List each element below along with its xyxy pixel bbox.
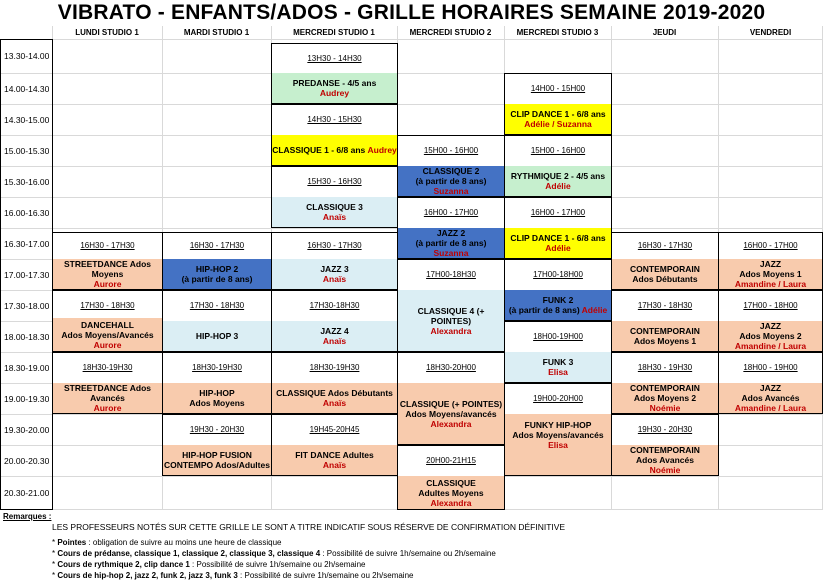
time-slot: 14.30-15.00 xyxy=(4,114,50,125)
mer3-course-3: CLIP DANCE 1 - 6/8 ans Adélie xyxy=(504,228,612,259)
jeudi-course-3: CONTEMPORAIN Ados Moyens 2 Noémie xyxy=(611,383,719,414)
mer3-time-2: 15H00 - 16H00 xyxy=(504,135,612,166)
mardi-time-2: 17H30 - 18H30 xyxy=(162,290,272,321)
mardi-time-1: 16H30 - 17H30 xyxy=(162,232,272,259)
mer1-course-1: PREDANSE - 4/5 ans Audrey xyxy=(271,73,398,104)
time-slot: 15.30-16.00 xyxy=(4,176,50,187)
time-slot: 18.30-19.00 xyxy=(4,362,50,373)
lundi-course-1: STREETDANCE Ados Moyens Aurore xyxy=(52,259,163,290)
mardi-course-2: HIP-HOP 3 xyxy=(162,321,272,352)
mardi-time-4: 19H30 - 20H30 xyxy=(162,414,272,445)
mer3-course-6: FUNKY HIP-HOP Ados Moyens/avancés Elisa xyxy=(504,414,612,476)
vendredi-course-1: JAZZ Ados Moyens 1 Amandine / Laura xyxy=(718,259,823,290)
schedule-grid xyxy=(0,26,823,510)
jeudi-course-2: CONTEMPORAIN Ados Moyens 1 xyxy=(611,321,719,352)
column-header-mardi: MARDI STUDIO 1 xyxy=(183,27,250,37)
time-slot: 20.30-21.00 xyxy=(4,487,50,498)
remarks-disclaimer: LES PROFESSEURS NOTÉS SUR CETTE GRILLE LE SONT A TITRE INDICATIF SOUS RÉSERVE DE CONFIRMATION DÉFINITIVE xyxy=(52,522,566,532)
mer1-course-2: CLASSIQUE 1 - 6/8 ans Audrey xyxy=(271,135,398,166)
mer1-time-2: 14H30 - 15H30 xyxy=(271,104,398,135)
mer2-time-3: 17H00-18H30 xyxy=(397,259,505,290)
column-header-lundi: LUNDI STUDIO 1 xyxy=(75,27,139,37)
time-slot: 17.00-17.30 xyxy=(4,269,50,280)
time-slot: 19.00-19.30 xyxy=(4,393,50,404)
time-slot: 17.30-18.00 xyxy=(4,300,50,311)
vendredi-time-2: 17H00 - 18H00 xyxy=(718,290,823,321)
mer1-time-5: 17H30-18H30 xyxy=(271,290,398,321)
jeudi-time-3: 18H30 - 19H30 xyxy=(611,352,719,383)
mer3-time-6: 19H00-20H00 xyxy=(504,383,612,414)
lundi-time-3: 18H30-19H30 xyxy=(52,352,163,383)
lundi-course-3: STREETDANCE Ados Avancés Aurore xyxy=(52,383,163,414)
jeudi-time-2: 17H30 - 18H30 xyxy=(611,290,719,321)
mer2-time-4: 18H30-20H00 xyxy=(397,352,505,383)
remark-hiphop: * Cours de hip-hop 2, jazz 2, funk 2, jazz 3, funk 3 : Possibilité de suivre 1h/semaine ou 2h/semaine xyxy=(52,571,414,580)
mer1-time-3: 15H30 - 16H30 xyxy=(271,166,398,197)
mer1-course-3: CLASSIQUE 3 Anaïs xyxy=(271,197,398,228)
remark-pointes: * Pointes : obligation de suivre au moins une heure de classique xyxy=(52,538,282,547)
mer2-course-4: CLASSIQUE (+ POINTES) Ados Moyens/avancés Alexandra xyxy=(397,383,505,445)
mer1-time-7: 19H45-20H45 xyxy=(271,414,398,445)
vendredi-course-2: JAZZ Ados Moyens 2 Amandine / Laura xyxy=(718,321,823,352)
time-slot: 20.00-20.30 xyxy=(4,455,50,466)
column-header-vendredi: VENDREDI xyxy=(749,27,792,37)
mer1-course-4: JAZZ 3 Anaïs xyxy=(271,259,398,290)
remarks-section xyxy=(0,511,823,583)
column-header-mercredi-studio-3: MERCREDI STUDIO 3 xyxy=(516,27,599,37)
lundi-course-2: DANCEHALL Ados Moyens/Avancés Aurore xyxy=(52,318,163,352)
mer3-course-1: CLIP DANCE 1 - 6/8 ans Adélie / Suzanna xyxy=(504,104,612,135)
vendredi-time-1: 16H00 - 17H00 xyxy=(718,232,823,259)
time-slot: 15.00-15.30 xyxy=(4,145,50,156)
mer1-course-7: FIT DANCE Adultes Anaïs xyxy=(271,445,398,476)
mer1-time-4: 16H30 - 17H30 xyxy=(271,232,398,259)
jeudi-course-4: CONTEMPORAIN Ados Avancés Noémie xyxy=(611,445,719,476)
mer3-course-4: FUNK 2 (à partir de 8 ans) Adélie xyxy=(504,290,612,321)
mer3-time-4: 17H00-18H00 xyxy=(504,259,612,290)
column-header-mercredi-studio-1: MERCREDI STUDIO 1 xyxy=(293,27,375,37)
mer2-course-2: JAZZ 2 (à partir de 8 ans) Suzanna xyxy=(397,228,505,259)
time-slot: 19.30-20.00 xyxy=(4,424,50,435)
mardi-course-3: HIP-HOP Ados Moyens xyxy=(162,383,272,414)
mer3-course-5: FUNK 3 Elisa xyxy=(504,352,612,383)
time-slot: 18.00-18.30 xyxy=(4,331,50,342)
mer2-course-5: CLASSIQUE Adultes Moyens Alexandra xyxy=(397,476,505,510)
mer2-time-2: 16H00 - 17H00 xyxy=(397,197,505,228)
jeudi-time-1: 16H30 - 17H30 xyxy=(611,232,719,259)
mer1-time-1: 13H30 - 14H30 xyxy=(271,43,398,73)
mer2-time-5: 20H00-21H15 xyxy=(397,445,505,476)
jeudi-course-1: CONTEMPORAIN Ados Débutants xyxy=(611,259,719,290)
remark-rythmique: * Cours de rythmique 2, clip dance 1 : Possibilité de suivre 1h/semaine ou 2h/semaine xyxy=(52,560,366,569)
mer2-time-1: 15H00 - 16H00 xyxy=(397,135,505,166)
mer3-time-3: 16H00 - 17H00 xyxy=(504,197,612,228)
mer3-time-1: 14H00 - 15H00 xyxy=(504,73,612,104)
mer1-course-6: CLASSIQUE Ados Débutants Anaïs xyxy=(271,383,398,414)
mer1-course-5: JAZZ 4 Anaïs xyxy=(271,321,398,352)
mardi-course-1: HIP-HOP 2 (à partir de 8 ans) xyxy=(162,259,272,290)
mardi-course-4: HIP-HOP FUSION CONTEMPO Ados/Adultes xyxy=(162,445,272,476)
time-slot: 16.30-17.00 xyxy=(4,238,50,249)
time-slot: 14.00-14.30 xyxy=(4,83,50,94)
mardi-time-3: 18H30-19H30 xyxy=(162,352,272,383)
remarks-heading: Remarques : xyxy=(3,512,52,521)
column-header-mercredi-studio-2: MERCREDI STUDIO 2 xyxy=(409,27,492,37)
mer1-time-6: 18H30-19H30 xyxy=(271,352,398,383)
remark-classique: * Cours de prédanse, classique 1, classique 2, classique 3, classique 4 : Possibilité de suivre 1h/semaine ou 2h/semaine xyxy=(52,549,496,558)
vendredi-time-3: 18H00 - 19H00 xyxy=(718,352,823,383)
mer2-course-1: CLASSIQUE 2 (à partir de 8 ans) Suzanna xyxy=(397,166,505,197)
mer3-time-5: 18H00-19H00 xyxy=(504,321,612,352)
mer2-course-3: CLASSIQUE 4 (+ POINTES) Alexandra xyxy=(397,290,505,352)
vendredi-course-3: JAZZ Ados Avancés Amandine / Laura xyxy=(718,383,823,414)
lundi-time-1: 16H30 - 17H30 xyxy=(52,232,163,259)
jeudi-time-4: 19H30 - 20H30 xyxy=(611,414,719,445)
time-slot: 13.30-14.00 xyxy=(4,51,50,61)
mer3-course-2: RYTHMIQUE 2 - 4/5 ans Adélie xyxy=(504,166,612,197)
page-title: VIBRATO - ENFANTS/ADOS - GRILLE HORAIRES SEMAINE 2019-2020 xyxy=(57,1,766,24)
time-slot: 16.00-16.30 xyxy=(4,207,50,218)
column-header-jeudi: JEUDI xyxy=(652,27,677,37)
lundi-time-2: 17H30 - 18H30 xyxy=(52,290,163,321)
